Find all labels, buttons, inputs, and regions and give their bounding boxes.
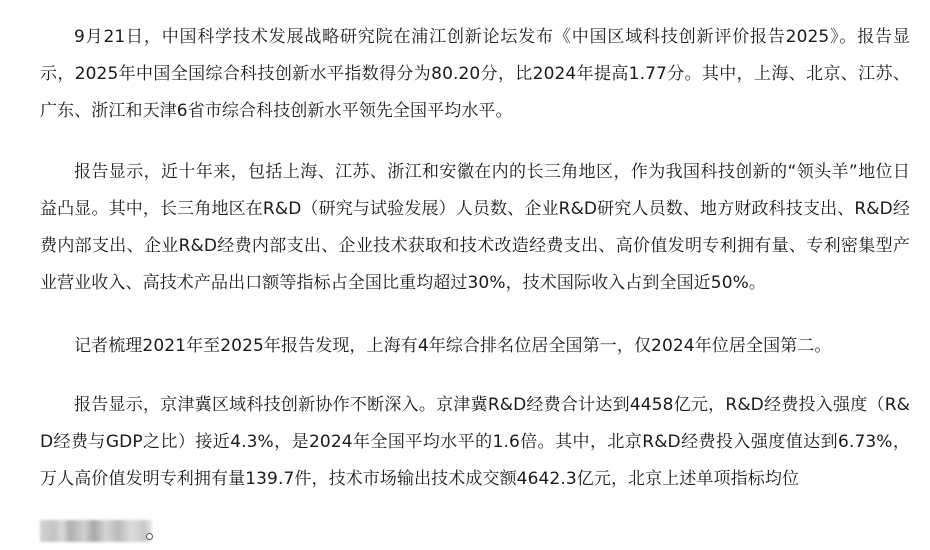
paragraph-shanghai-ranking: 记者梳理2021年至2025年报告发现，上海有4年综合排名位居全国第一，仅2024年位居全国第二。 [74, 336, 832, 356]
period-mark-icon [146, 533, 153, 540]
paragraph-yangtze-delta: 报告显示，近十年来，包括上海、江苏、浙江和安徽在内的长三角地区，作为我国科技创新的“领头羊”地位日益凸显。其中，长三角地区在R&D（研究与试验发展）人员数、企业R&D研究人员数、地方财政科技支出、R&D经费内部支出、企业R&D经费内部支出、企业技术获取和技术改造经费支出、高价值发明专利拥有量、专利密集型产业营业收入、高技术产品出口额等指标占全国比重均超过30%，技术国际收入占到全国近50%。 [40, 162, 910, 293]
obscured-text-fragment [40, 520, 152, 542]
paragraph-report-release: 9月21日，中国科学技术发展战略研究院在浦江创新论坛发布《中国区域科技创新评价报告2025》。报告显示，2025年中国全国综合科技创新水平指数得分为80.20分，比2024年提高1.77分。其中，上海、北京、江苏、广东、浙江和天津6省市综合科技创新水平领先全国平均水平。 [40, 27, 910, 121]
paragraph-jingjinji: 报告显示，京津冀区域科技创新协作不断深入。京津冀R&D经费合计达到4458亿元，R&D经费投入强度（R&D经费与GDP之比）接近4.3%，是2024年全国平均水平的1.6倍。其中，北京R&D经费投入强度值达到6.73%，万人高价值发明专利拥有量139.7件，技术市场输出技术成交额4642.3亿元，北京上述单项指标均位 [40, 395, 910, 489]
article-body [40, 19, 910, 498]
